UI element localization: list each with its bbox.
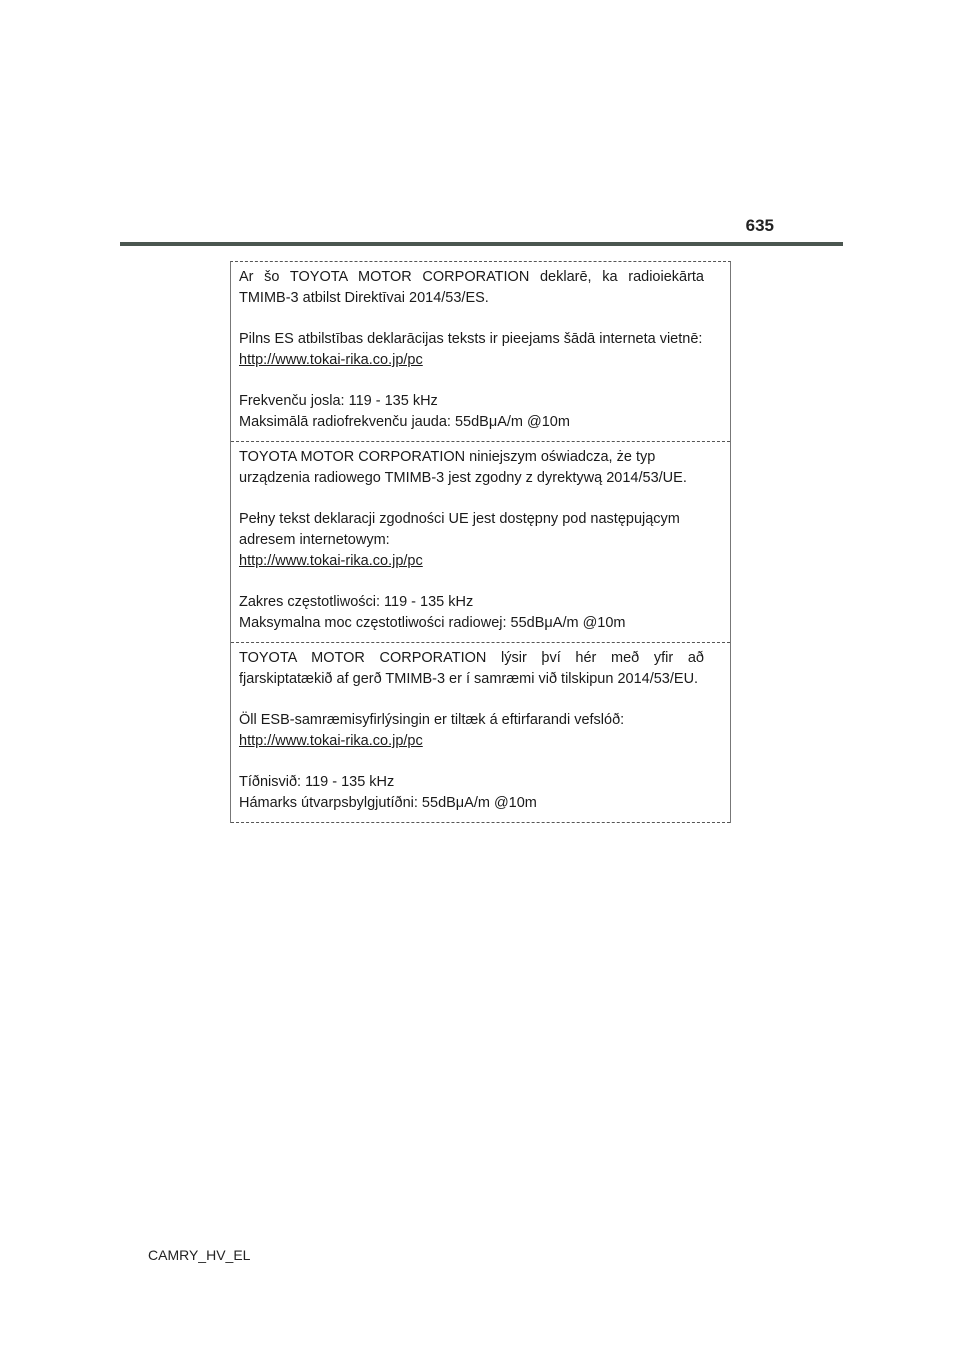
frequency-band: Tíðnisvið: 119 - 135 kHz [239, 774, 395, 790]
max-power: Hámarks útvarpsbylgjutíðni: 55dBμA/m @10m [239, 795, 537, 811]
declaration-link[interactable]: http://www.tokai-rika.co.jp/pc [239, 733, 423, 749]
declaration-text-line-2: urządzenia radiowego TMIMB-3 jest zgodny z dyrektywą 2014/53/UE. [239, 470, 687, 486]
declaration-section-latvian [231, 262, 730, 442]
full-text-notice: Öll ESB-samræmisyfirlýsingin er tiltæk á eftirfarandi vefslóð: [239, 712, 625, 728]
declaration-text: Ar šo TOYOTA MOTOR CORPORATION deklarē, ka radioiekārta TMIMB-3 atbilst Direktīvai 2014/53/ES. [239, 269, 704, 306]
declaration-link[interactable]: http://www.tokai-rika.co.jp/pc [239, 352, 423, 368]
declaration-section-polish [231, 442, 730, 643]
max-power: Maksimālā radiofrekvenču jauda: 55dBμA/m @10m [239, 414, 570, 430]
full-text-notice: Pilns ES atbilstības deklarācijas teksts ir pieejams šādā interneta vietnē: [239, 331, 703, 347]
declaration-link[interactable]: http://www.tokai-rika.co.jp/pc [239, 553, 423, 569]
header-rule [120, 242, 843, 246]
page-number: 635 [745, 216, 774, 235]
footer-document-code: CAMRY_HV_EL [148, 1247, 251, 1263]
full-text-notice-line-2: adresem internetowym: [239, 532, 390, 548]
declaration-text: TOYOTA MOTOR CORPORATION lýsir því hér með yfir að fjarskiptatækið af gerð TMIMB-3 er í samræmi við tilskipun 2014/53/EU. [239, 650, 704, 687]
declaration-text-line-1: TOYOTA MOTOR CORPORATION niniejszym oświadcza, że typ [239, 449, 656, 465]
frequency-band: Zakres częstotliwości: 119 - 135 kHz [239, 594, 474, 610]
declaration-table [230, 261, 731, 823]
frequency-band: Frekvenču josla: 119 - 135 kHz [239, 393, 438, 409]
full-text-notice-line-1: Pełny tekst deklaracji zgodności UE jest dostępny pod następującym [239, 511, 680, 527]
max-power: Maksymalna moc częstotliwości radiowej: 55dBμA/m @10m [239, 615, 626, 631]
declaration-section-icelandic [231, 643, 730, 823]
